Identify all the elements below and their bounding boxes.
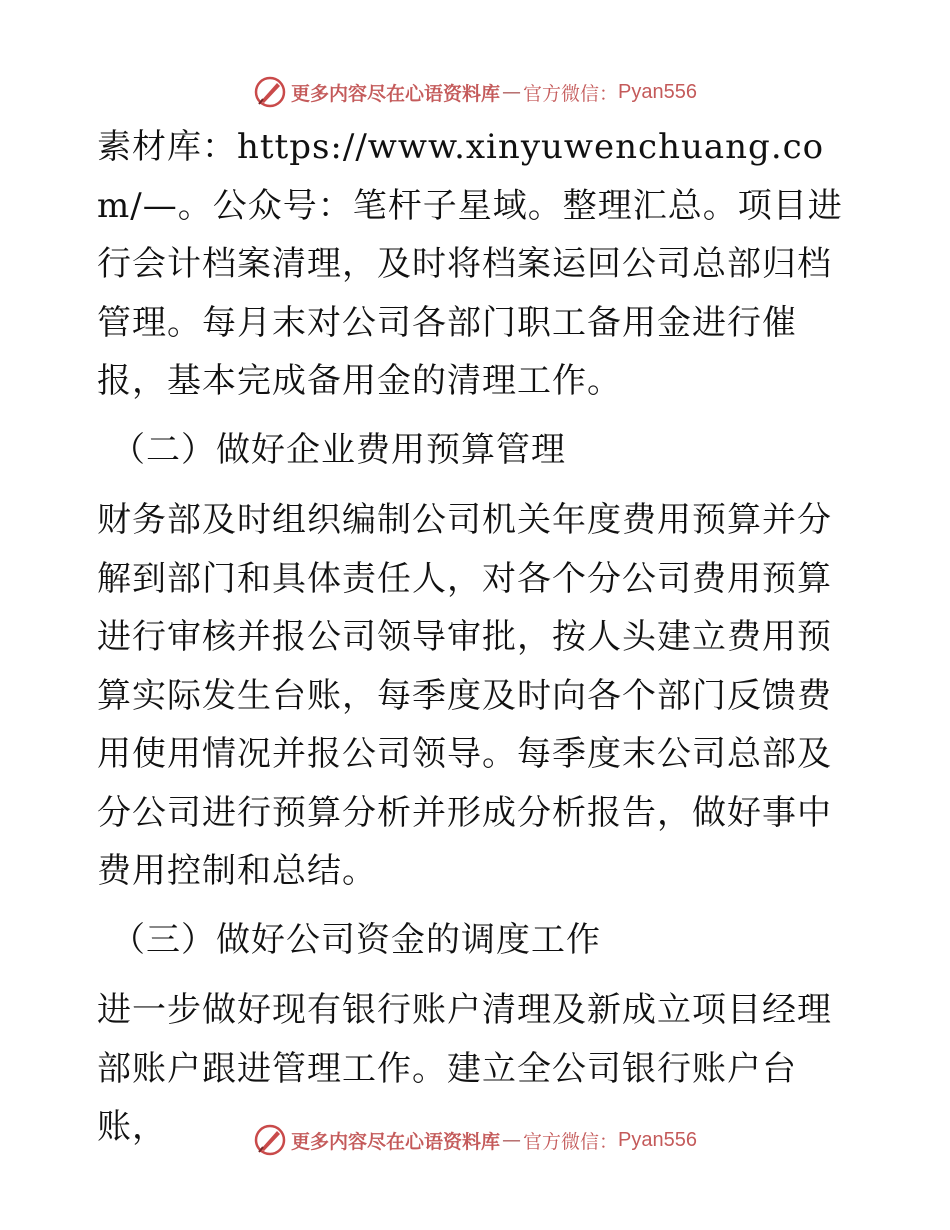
header-wechat-label: 官方微信： xyxy=(523,82,619,105)
header-separator: — xyxy=(502,81,522,103)
section-heading-3: （三）做好公司资金的调度工作 xyxy=(111,919,601,960)
paragraph-3: 进一步做好现有银行账户清理及新成立项目经理部账户跟进管理工作。建立全公司银行账户台账， xyxy=(97,990,832,1147)
footer-wechat-label: 官方微信： xyxy=(523,1130,619,1153)
footer-separator: — xyxy=(502,1129,522,1151)
paragraph-1: 素材库：https://www.xinyuwenchuang.com/—。公众号：笔杆子星域。整理汇总。项目进行会计档案清理，及时将档案运回公司总部归档管理。每月末对公司各部门职工备用金进行催报，基本完成备用金的清理工作。 xyxy=(97,127,843,401)
document-body xyxy=(97,118,857,1157)
footer-banner xyxy=(0,1120,950,1160)
footer-wechat-id: Pyan556 xyxy=(618,1128,697,1151)
header-banner xyxy=(0,72,950,112)
header-brand-text: 更多内容尽在心语资料库 xyxy=(291,82,501,105)
footer-brand-text: 更多内容尽在心语资料库 xyxy=(291,1130,501,1153)
paragraph-2: 财务部及时组织编制公司机关年度费用预算并分解到部门和具体责任人，对各个分公司费用预算进行审核并报公司领导审批，按人头建立费用预算实际发生台账，每季度及时向各个部门反馈费用使用情况并报公司领导。每季度末公司总部及分公司进行预算分析并形成分析报告，做好事中费用控制和总结。 xyxy=(97,500,832,891)
section-heading-2: （二）做好企业费用预算管理 xyxy=(111,429,566,470)
header-wechat-id: Pyan556 xyxy=(618,80,697,103)
quill-logo-icon xyxy=(253,75,287,109)
quill-logo-icon xyxy=(253,1123,287,1157)
